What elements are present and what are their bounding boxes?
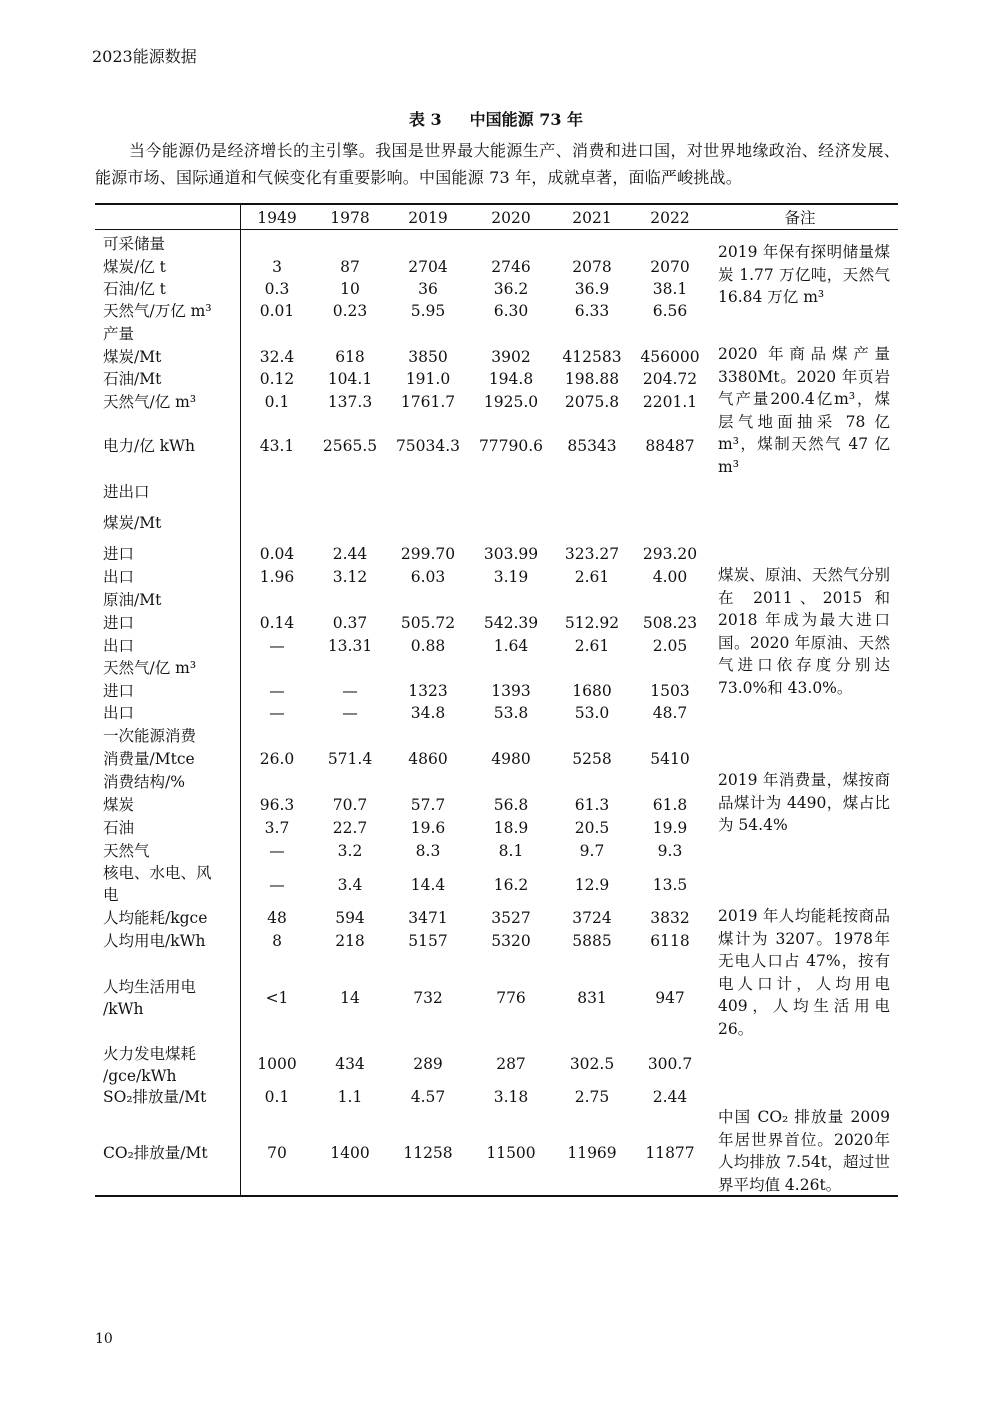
table-cell: 75034.3 bbox=[395, 437, 461, 455]
table-cell: 53.8 bbox=[493, 704, 529, 722]
table-cell: 48.7 bbox=[652, 704, 688, 722]
table-cell: 1925.0 bbox=[483, 393, 539, 411]
table-cell: 2746 bbox=[491, 258, 531, 276]
table-cell: 287 bbox=[496, 1055, 526, 1073]
table-title-text: 中国能源 73 年 bbox=[469, 110, 584, 129]
table-cell: 36 bbox=[418, 280, 438, 298]
table-cell: — bbox=[269, 842, 285, 860]
table-cell: 14.4 bbox=[410, 876, 446, 894]
table-cell: 2075.8 bbox=[564, 393, 620, 411]
row-label: 电 bbox=[103, 886, 119, 904]
table-cell: 5885 bbox=[572, 932, 612, 950]
table-cell: 77790.6 bbox=[478, 437, 544, 455]
table-cell: 0.01 bbox=[259, 302, 295, 320]
column-header: 1949 bbox=[257, 209, 297, 227]
table-cell: 293.20 bbox=[642, 545, 698, 563]
column-header: 2021 bbox=[572, 209, 612, 227]
table-cell: 70.7 bbox=[332, 796, 368, 814]
table-cell: 1680 bbox=[572, 682, 612, 700]
column-header: 1978 bbox=[330, 209, 370, 227]
row-label: 电力/亿 kWh bbox=[103, 437, 195, 455]
table-cell: <1 bbox=[265, 989, 289, 1007]
table-cell: 0.23 bbox=[332, 302, 368, 320]
table-cell: 3 bbox=[272, 258, 282, 276]
row-label: 人均生活用电 bbox=[103, 978, 197, 996]
note-text: 中国 CO₂ 排放量 2009年居世界首位。2020年人均排放 7.54t，超过世界平均值 4.26t。 bbox=[718, 1108, 890, 1194]
table-cell: 2.05 bbox=[652, 637, 688, 655]
table-cell: 1.1 bbox=[337, 1088, 363, 1106]
table-cell: 2.61 bbox=[574, 568, 610, 586]
table-cell: 38.1 bbox=[652, 280, 688, 298]
table-cell: 20.5 bbox=[574, 819, 610, 837]
table-cell: 6.30 bbox=[493, 302, 529, 320]
table-cell: 4860 bbox=[408, 750, 448, 768]
note-text: 2019 年保有探明储量煤炭 1.77 万亿吨，天然气 16.84 万亿 m³ bbox=[718, 243, 890, 306]
table-cell: 3902 bbox=[491, 348, 531, 366]
row-label: 天然气/亿 m³ bbox=[103, 393, 197, 411]
table-cell: 6118 bbox=[650, 932, 690, 950]
table-cell: 137.3 bbox=[327, 393, 373, 411]
table-cell: 3.2 bbox=[337, 842, 363, 860]
running-head: 2023能源数据 bbox=[92, 47, 197, 66]
table-cell: 434 bbox=[335, 1055, 365, 1073]
row-label: 出口 bbox=[103, 704, 135, 722]
table-cell: — bbox=[342, 704, 358, 722]
table-cell: 1.96 bbox=[259, 568, 295, 586]
column-header: 2022 bbox=[650, 209, 690, 227]
table-cell: 61.3 bbox=[574, 796, 610, 814]
table-cell: 56.8 bbox=[493, 796, 529, 814]
table-cell: 508.23 bbox=[642, 614, 698, 632]
table-cell: 3471 bbox=[408, 909, 448, 927]
table-cell: 3527 bbox=[491, 909, 531, 927]
row-label: 煤炭/亿 t bbox=[103, 258, 166, 276]
row-label: 出口 bbox=[103, 568, 135, 586]
table-cell: 9.7 bbox=[579, 842, 605, 860]
table-cell: 776 bbox=[496, 989, 526, 1007]
row-label: 人均能耗/kgce bbox=[103, 909, 208, 927]
table-cell: 1393 bbox=[491, 682, 531, 700]
table-top-rule bbox=[95, 203, 898, 205]
table-cell: 204.72 bbox=[642, 370, 698, 388]
table-cell: 19.9 bbox=[652, 819, 688, 837]
table-cell: 10 bbox=[340, 280, 360, 298]
table-cell: 5320 bbox=[491, 932, 531, 950]
table-cell: 2.61 bbox=[574, 637, 610, 655]
table-cell: 3850 bbox=[408, 348, 448, 366]
table-cell: 1400 bbox=[330, 1144, 370, 1162]
table-cell: 5410 bbox=[650, 750, 690, 768]
table-cell: 22.7 bbox=[332, 819, 368, 837]
table-cell: 5.95 bbox=[410, 302, 446, 320]
note-text: 2019 年人均能耗按商品煤计为 3207。1978年无电人口占 47%，按有电人口计，人均用电 409，人均生活用电 26。 bbox=[718, 907, 890, 1038]
table-number: 表 3 bbox=[408, 110, 442, 129]
table-cell: 0.3 bbox=[264, 280, 290, 298]
row-label: 核电、水电、风 bbox=[103, 864, 212, 882]
table-cell: 9.3 bbox=[657, 842, 683, 860]
table-cell: 3.18 bbox=[493, 1088, 529, 1106]
table-cell: 323.27 bbox=[564, 545, 620, 563]
row-label: 石油 bbox=[103, 819, 135, 837]
table-cell: 85343 bbox=[567, 437, 617, 455]
table-cell: 1.64 bbox=[493, 637, 529, 655]
table-cell: 0.1 bbox=[264, 1088, 290, 1106]
row-label: 石油/Mt bbox=[103, 370, 162, 388]
row-label: 进出口 bbox=[103, 483, 150, 501]
table-cell: 303.99 bbox=[483, 545, 539, 563]
table-cell: 0.12 bbox=[259, 370, 295, 388]
table-cell: 2704 bbox=[408, 258, 448, 276]
table-cell: 2070 bbox=[650, 258, 690, 276]
table-cell: 32.4 bbox=[259, 348, 295, 366]
row-label: 煤炭 bbox=[103, 796, 135, 814]
row-label: 产量 bbox=[103, 325, 135, 343]
page-number: 10 bbox=[95, 1331, 113, 1347]
table-cell: 1761.7 bbox=[400, 393, 456, 411]
table-cell: 36.9 bbox=[574, 280, 610, 298]
table-cell: 19.6 bbox=[410, 819, 446, 837]
table-cell: 53.0 bbox=[574, 704, 610, 722]
table-cell: — bbox=[269, 682, 285, 700]
row-label: /kWh bbox=[103, 1000, 144, 1018]
table-cell: 61.8 bbox=[652, 796, 688, 814]
table-cell: 8.3 bbox=[415, 842, 441, 860]
table-cell: — bbox=[342, 682, 358, 700]
table-cell: 88487 bbox=[645, 437, 695, 455]
intro-paragraph: 当今能源仍是经济增长的主引擎。我国是世界最大能源生产、消费和进口国，对世界地缘政治、经济发展、能源市场、国际通道和气候变化有重要影响。中国能源 73 年，成就卓著，面临严峻挑战。 bbox=[95, 141, 900, 187]
table-cell: 289 bbox=[413, 1055, 443, 1073]
table-cell: 831 bbox=[577, 989, 607, 1007]
table-cell: 0.04 bbox=[259, 545, 295, 563]
row-label: 出口 bbox=[103, 637, 135, 655]
table-header-rule bbox=[95, 229, 898, 230]
table-cell: 1323 bbox=[408, 682, 448, 700]
table-cell: 947 bbox=[655, 989, 685, 1007]
table-cell: — bbox=[269, 704, 285, 722]
table-cell: 48 bbox=[267, 909, 287, 927]
table-cell: 300.7 bbox=[647, 1055, 693, 1073]
table-cell: 456000 bbox=[640, 348, 700, 366]
table-cell: 3.19 bbox=[493, 568, 529, 586]
table-cell: 571.4 bbox=[327, 750, 373, 768]
table-cell: 542.39 bbox=[483, 614, 539, 632]
table-cell: 8.1 bbox=[498, 842, 524, 860]
row-label: 天然气/亿 m³ bbox=[103, 659, 197, 677]
table-cell: 198.88 bbox=[564, 370, 620, 388]
table-cell: 191.0 bbox=[405, 370, 451, 388]
table-cell: 732 bbox=[413, 989, 443, 1007]
table-cell: 1503 bbox=[650, 682, 690, 700]
row-label: 进口 bbox=[103, 545, 135, 563]
table-cell: 87 bbox=[340, 258, 360, 276]
table-cell: 4980 bbox=[491, 750, 531, 768]
table-cell: 8 bbox=[272, 932, 282, 950]
table-cell: 2078 bbox=[572, 258, 612, 276]
column-header: 2020 bbox=[491, 209, 531, 227]
table-cell: 18.9 bbox=[493, 819, 529, 837]
row-label: 煤炭/Mt bbox=[103, 348, 162, 366]
table-title bbox=[0, 107, 992, 130]
table-cell: 6.33 bbox=[574, 302, 610, 320]
table-cell: 11969 bbox=[567, 1144, 617, 1162]
table-cell: 2.44 bbox=[652, 1088, 688, 1106]
row-label: 消费结构/% bbox=[103, 773, 185, 791]
table-cell: 1000 bbox=[257, 1055, 297, 1073]
table-cell: 0.14 bbox=[259, 614, 295, 632]
table-cell: 3.4 bbox=[337, 876, 363, 894]
row-label: 人均用电/kWh bbox=[103, 932, 206, 950]
note-text: 2019 年消费量，煤按商品煤计为 4490，煤占比为 54.4% bbox=[718, 771, 890, 834]
table-cell: — bbox=[269, 637, 285, 655]
table-cell: 36.2 bbox=[493, 280, 529, 298]
table-cell: 2.75 bbox=[574, 1088, 610, 1106]
row-label: /gce/kWh bbox=[103, 1067, 177, 1085]
row-label: 进口 bbox=[103, 614, 135, 632]
table-cell: — bbox=[269, 876, 285, 894]
table-cell: 5157 bbox=[408, 932, 448, 950]
table-cell: 3.7 bbox=[264, 819, 290, 837]
table-cell: 5258 bbox=[572, 750, 612, 768]
table-cell: 4.00 bbox=[652, 568, 688, 586]
table-cell: 505.72 bbox=[400, 614, 456, 632]
table-cell: 0.37 bbox=[332, 614, 368, 632]
table-cell: 0.1 bbox=[264, 393, 290, 411]
column-header: 2019 bbox=[408, 209, 448, 227]
table-cell: 12.9 bbox=[574, 876, 610, 894]
row-label: 火力发电煤耗 bbox=[103, 1045, 197, 1063]
row-label: 天然气 bbox=[103, 842, 150, 860]
row-label: 进口 bbox=[103, 682, 135, 700]
table-cell: 594 bbox=[335, 909, 365, 927]
note-text: 煤炭、原油、天然气分别在 2011、2015 和2018 年成为最大进口国。2020 年原油、天然气进口依存度分别达 73.0%和 43.0%。 bbox=[718, 566, 890, 697]
row-label: 消费量/Mtce bbox=[103, 750, 195, 768]
column-header: 备注 bbox=[784, 209, 816, 227]
table-cell: 70 bbox=[267, 1144, 287, 1162]
table-cell: 11500 bbox=[486, 1144, 536, 1162]
row-label: 一次能源消费 bbox=[103, 727, 197, 745]
table-cell: 299.70 bbox=[400, 545, 456, 563]
table-cell: 2.44 bbox=[332, 545, 368, 563]
table-cell: 618 bbox=[335, 348, 365, 366]
table-cell: 14 bbox=[340, 989, 360, 1007]
table-cell: 2565.5 bbox=[322, 437, 378, 455]
table-cell: 2201.1 bbox=[642, 393, 698, 411]
row-label: 原油/Mt bbox=[103, 591, 162, 609]
table-cell: 3832 bbox=[650, 909, 690, 927]
table-cell: 43.1 bbox=[259, 437, 295, 455]
table-cell: 96.3 bbox=[259, 796, 295, 814]
table-cell: 4.57 bbox=[410, 1088, 446, 1106]
row-label: 可采储量 bbox=[103, 235, 166, 253]
row-label: 天然气/万亿 m³ bbox=[103, 302, 212, 320]
table-cell: 16.2 bbox=[493, 876, 529, 894]
table-cell: 3.12 bbox=[332, 568, 368, 586]
table-cell: 57.7 bbox=[410, 796, 446, 814]
row-label: 煤炭/Mt bbox=[103, 514, 162, 532]
table-cell: 302.5 bbox=[569, 1055, 615, 1073]
table-cell: 11877 bbox=[645, 1144, 695, 1162]
table-cell: 3724 bbox=[572, 909, 612, 927]
table-cell: 0.88 bbox=[410, 637, 446, 655]
table-cell: 412583 bbox=[562, 348, 622, 366]
table-cell: 218 bbox=[335, 932, 365, 950]
row-label: SO₂排放量/Mt bbox=[103, 1088, 207, 1106]
note-text: 2020 年商品煤产量3380Mt。2020 年页岩气产量200.4亿m³，煤层气地面抽采 78 亿m³，煤制天然气 47 亿m³ bbox=[718, 345, 890, 476]
table-cell: 13.31 bbox=[327, 637, 373, 655]
table-cell: 13.5 bbox=[652, 876, 688, 894]
table-cell: 26.0 bbox=[259, 750, 295, 768]
table-cell: 104.1 bbox=[327, 370, 373, 388]
table-cell: 34.8 bbox=[410, 704, 446, 722]
row-label: CO₂排放量/Mt bbox=[103, 1144, 208, 1162]
table-cell: 194.8 bbox=[488, 370, 534, 388]
row-label: 石油/亿 t bbox=[103, 280, 166, 298]
table-cell: 11258 bbox=[403, 1144, 453, 1162]
table-cell: 6.03 bbox=[410, 568, 446, 586]
table-cell: 6.56 bbox=[652, 302, 688, 320]
table-cell: 512.92 bbox=[564, 614, 620, 632]
